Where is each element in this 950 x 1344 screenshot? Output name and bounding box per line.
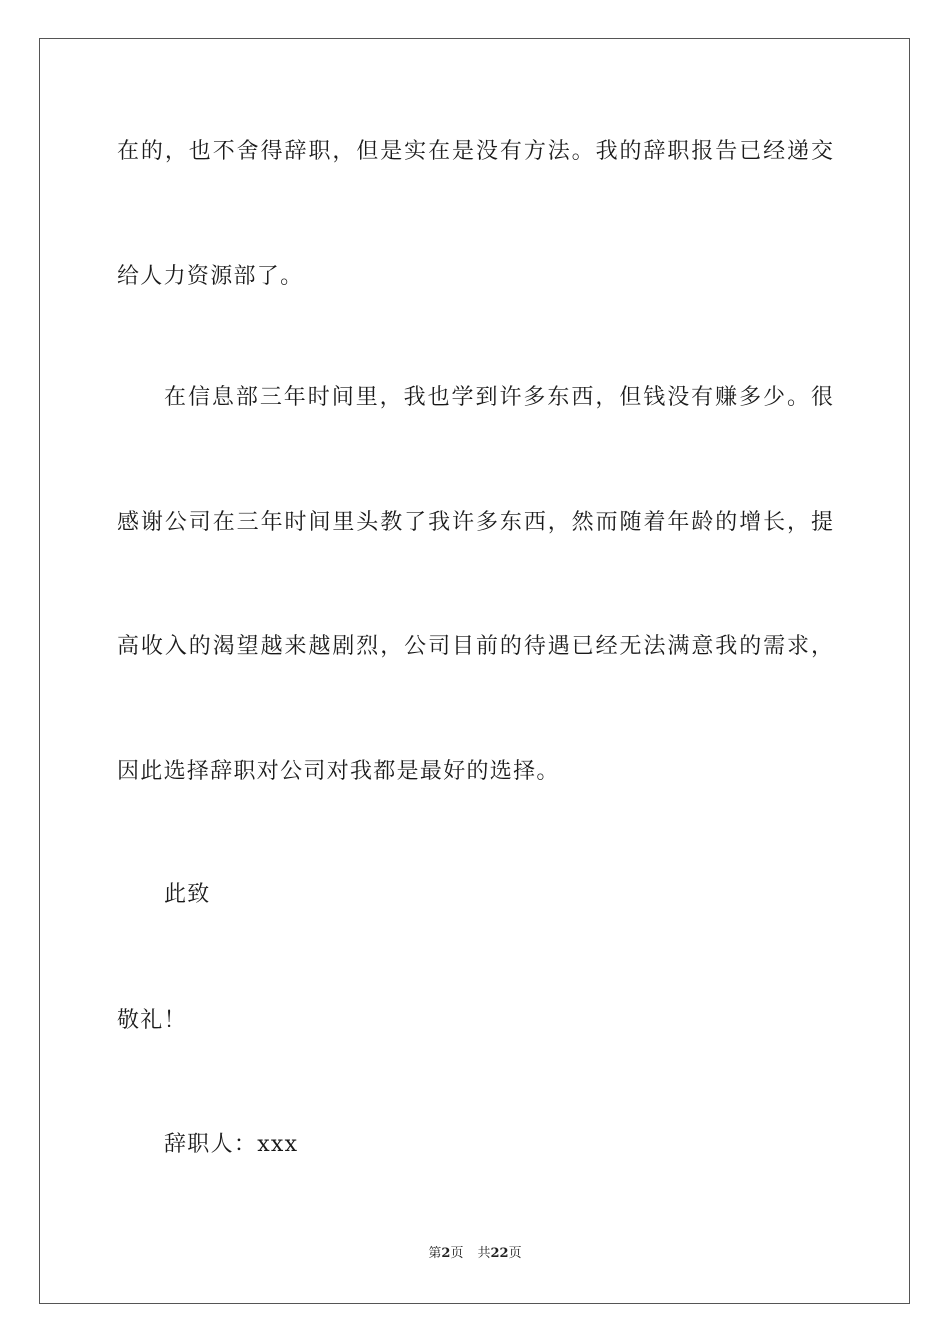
total-pages: 22 xyxy=(490,1246,509,1261)
closing-regards: 敬礼！ xyxy=(117,1008,187,1033)
page-suffix: 页 xyxy=(450,1246,464,1261)
total-prefix: 共 xyxy=(477,1246,491,1261)
closing-salutation: 此致 xyxy=(164,882,211,907)
total-suffix: 页 xyxy=(508,1246,522,1261)
paragraph-line-4: 感谢公司在三年时间里头教了我许多东西，然而随着年龄的增长，提 xyxy=(117,510,833,535)
page-prefix: 第 xyxy=(428,1246,442,1261)
page-number: 2 xyxy=(441,1246,451,1261)
page-footer xyxy=(0,1245,950,1263)
paragraph-line-1: 在的，也不舍得辞职，但是实在是没有方法。我的辞职报告已经递交 xyxy=(117,139,833,164)
paragraph-line-6: 因此选择辞职对公司对我都是最好的选择。 xyxy=(117,759,560,784)
paragraph-line-3: 在信息部三年时间里，我也学到许多东西，但钱没有赚多少。很 xyxy=(164,385,833,410)
signature-line: 辞职人：xxx xyxy=(164,1132,299,1157)
paragraph-line-2: 给人力资源部了。 xyxy=(117,264,304,289)
page-border xyxy=(39,38,910,1304)
paragraph-line-5: 高收入的渴望越来越剧烈，公司目前的待遇已经无法满意我的需求， xyxy=(117,634,833,659)
